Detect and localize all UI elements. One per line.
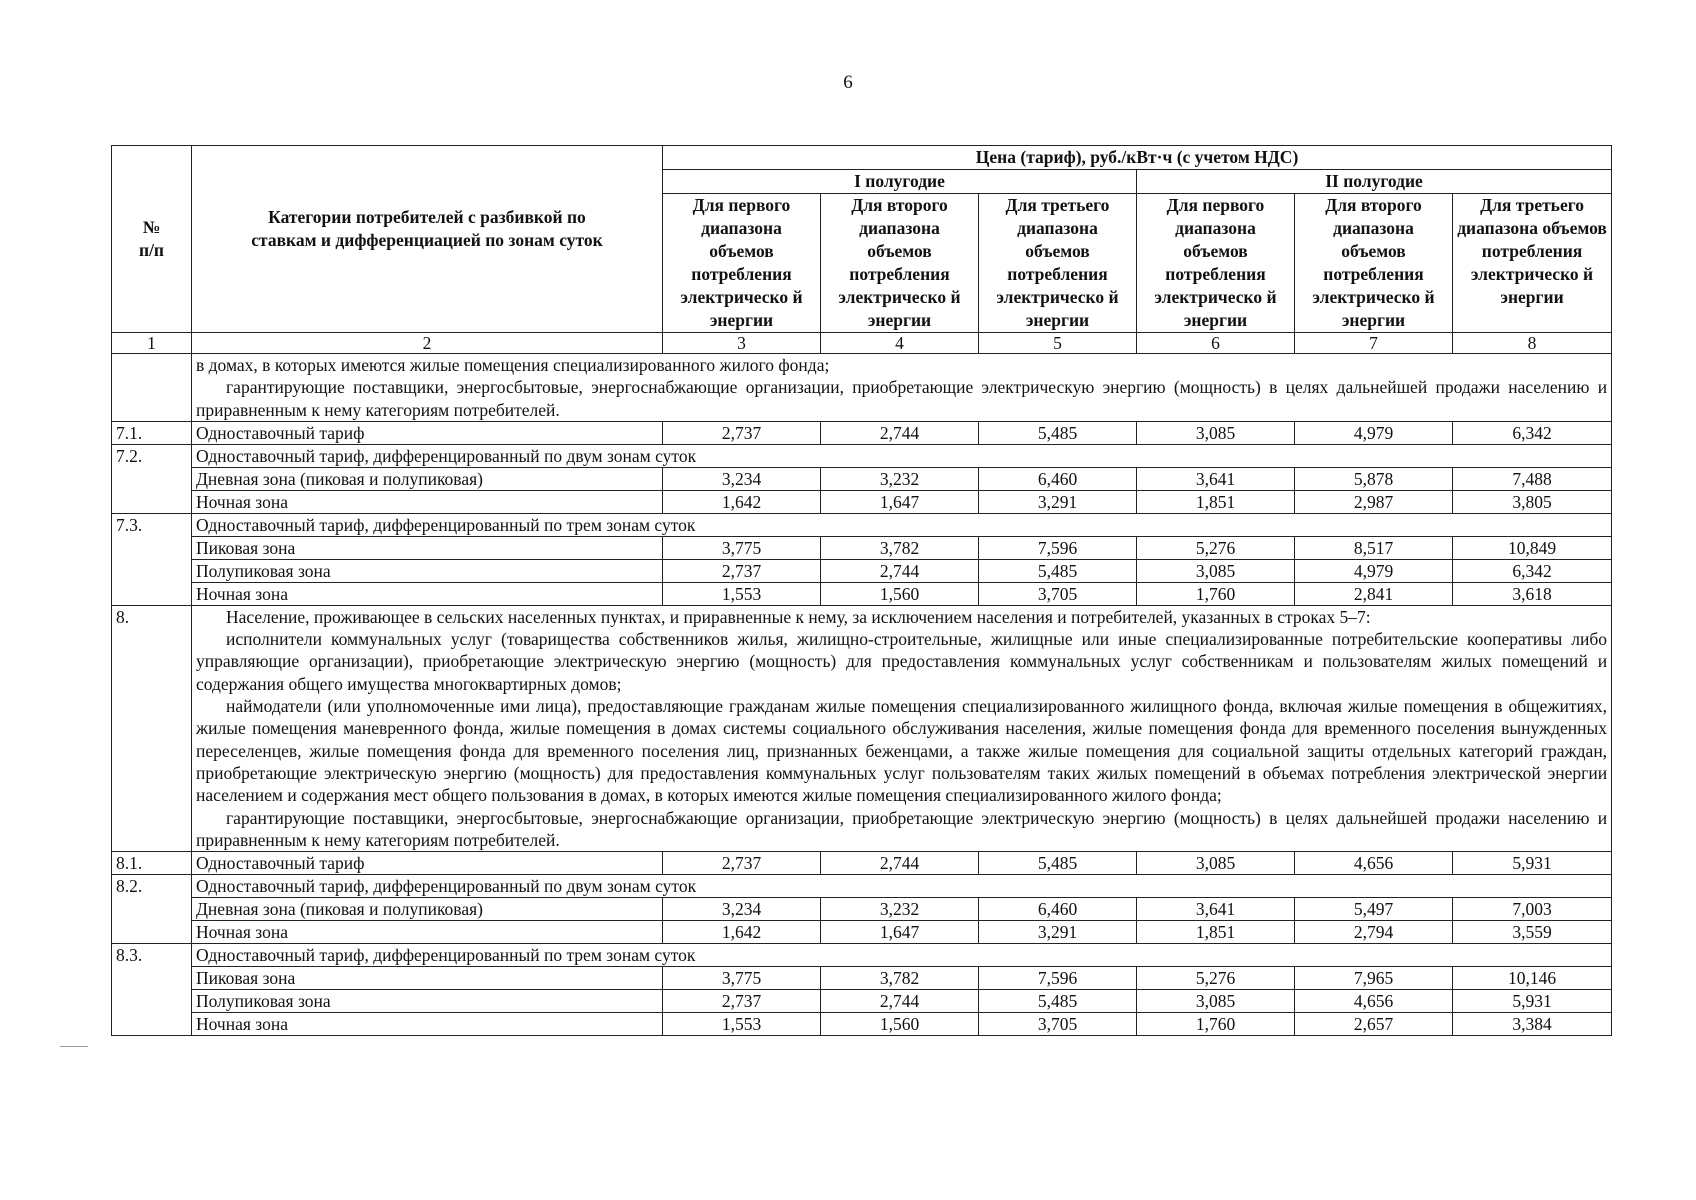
value-cell: 3,705 <box>979 1013 1137 1036</box>
value-cell: 5,931 <box>1453 852 1612 875</box>
header-range-col6: Для первого диапазона объемов потребления электрическо й энергии <box>1137 194 1295 333</box>
row-label: Дневная зона (пиковая и полупиковая) <box>192 467 663 490</box>
paragraph: наймодатели (или уполномоченные ими лица), предоставляющие гражданам жилые помещения специализированного жилищного фонда, включая жилые помещения в общежитиях, жилые помещения маневренного фонда, жилые помещения в домах системы социального обслуживания населения, жилые помещения фонда для временного поселения вынужденных переселенцев, жилые помещения фонда для временного поселения лиц, признанных беженцами, а также жилые помещения для социальной защиты отдельных категорий граждан, приобретающие электрическую энергию (мощность) для предоставления коммунальных услуг пользователям таких жилых помещений в объемах потребления электрической энергии населением и содержания мест общего пользования в домах, в которых имеются жилые помещения специализированного жилого фонда; <box>196 696 1608 806</box>
table-row <box>112 444 1612 467</box>
row-label: Ночная зона <box>192 921 663 944</box>
header-half-1: I полугодие <box>663 170 1137 194</box>
value-cell: 2,794 <box>1295 921 1453 944</box>
empty-cell <box>112 354 192 422</box>
header-range-col7: Для второго диапазона объемов потребления электрическо й энергии <box>1295 194 1453 333</box>
header-range-col3: Для первого диапазона объемов потребления электрическо й энергии <box>663 194 821 333</box>
value-cell: 3,805 <box>1453 490 1612 513</box>
header-no-line2: п/п <box>138 240 165 260</box>
row-label: Пиковая зона <box>192 536 663 559</box>
value-cell: 1,553 <box>663 1013 821 1036</box>
paragraph: гарантирующие поставщики, энергосбытовые, энергоснабжающие организации, приобретающие электрическую энергию (мощность) в целях дальнейшей продажи населению и приравненным к нему категориям потребителей. <box>196 377 1608 420</box>
value-cell: 3,782 <box>821 967 979 990</box>
value-cell: 1,553 <box>663 582 821 605</box>
value-cell: 5,497 <box>1295 898 1453 921</box>
value-cell: 2,987 <box>1295 490 1453 513</box>
value-cell: 3,291 <box>979 490 1137 513</box>
value-cell: 3,085 <box>1137 559 1295 582</box>
value-cell: 3,559 <box>1453 921 1612 944</box>
column-number: 6 <box>1137 333 1295 354</box>
value-cell: 3,705 <box>979 582 1137 605</box>
value-cell: 3,384 <box>1453 1013 1612 1036</box>
value-cell: 6,342 <box>1453 559 1612 582</box>
table-row <box>112 967 1612 990</box>
value-cell: 5,485 <box>979 990 1137 1013</box>
value-cell: 1,760 <box>1137 1013 1295 1036</box>
value-cell: 2,737 <box>663 990 821 1013</box>
value-cell: 7,003 <box>1453 898 1612 921</box>
value-cell: 3,234 <box>663 467 821 490</box>
table-row <box>112 944 1612 967</box>
column-number: 4 <box>821 333 979 354</box>
header-no-line1: № <box>142 217 161 237</box>
header-no-cell <box>112 146 192 333</box>
paragraph: гарантирующие поставщики, энергосбытовые, энергоснабжающие организации, приобретающие электрическую энергию (мощность) в целях дальнейшей продажи населению и приравненным к нему категориям потребителей. <box>196 807 1608 850</box>
value-cell: 5,931 <box>1453 990 1612 1013</box>
table-row <box>112 990 1612 1013</box>
table-row <box>112 536 1612 559</box>
value-cell: 2,744 <box>821 421 979 444</box>
row-label: Одноставочный тариф, дифференцированный по двум зонам суток <box>192 444 1612 467</box>
value-cell: 7,488 <box>1453 467 1612 490</box>
value-cell: 3,085 <box>1137 990 1295 1013</box>
value-cell: 5,485 <box>979 421 1137 444</box>
table-row <box>112 921 1612 944</box>
row-number: 8.1. <box>112 852 192 875</box>
value-cell: 3,234 <box>663 898 821 921</box>
table-row <box>112 852 1612 875</box>
row-label: Одноставочный тариф <box>192 421 663 444</box>
row-label: Ночная зона <box>192 1013 663 1036</box>
row-number: 8.2. <box>112 875 192 944</box>
row-number: 8.3. <box>112 944 192 1036</box>
table-row <box>112 1013 1612 1036</box>
row-number: 7.1. <box>112 421 192 444</box>
row-number: 7.3. <box>112 513 192 605</box>
value-cell: 5,485 <box>979 852 1137 875</box>
column-number: 2 <box>192 333 663 354</box>
row-label: Полупиковая зона <box>192 990 663 1013</box>
table-row <box>112 875 1612 898</box>
column-number: 7 <box>1295 333 1453 354</box>
header-range-col4: Для второго диапазона объемов потребления электрическо й энергии <box>821 194 979 333</box>
continuation-text <box>192 354 1612 422</box>
value-cell: 1,647 <box>821 921 979 944</box>
row-label: Одноставочный тариф <box>192 852 663 875</box>
table-row <box>112 490 1612 513</box>
row-label: Ночная зона <box>192 582 663 605</box>
value-cell: 2,737 <box>663 421 821 444</box>
table-row <box>112 898 1612 921</box>
value-cell: 7,965 <box>1295 967 1453 990</box>
column-number: 8 <box>1453 333 1612 354</box>
value-cell: 3,641 <box>1137 898 1295 921</box>
value-cell: 3,618 <box>1453 582 1612 605</box>
value-cell: 3,641 <box>1137 467 1295 490</box>
value-cell: 5,485 <box>979 559 1137 582</box>
page-number: 6 <box>843 72 853 93</box>
row-label: Ночная зона <box>192 490 663 513</box>
table-row <box>112 467 1612 490</box>
value-cell: 3,085 <box>1137 421 1295 444</box>
paragraph: Население, проживающее в сельских населенных пунктах, и приравненные к нему, за исключением населения и потребителей, указанных в строках 5–7: <box>226 606 1371 627</box>
table-row <box>112 582 1612 605</box>
value-cell: 1,642 <box>663 490 821 513</box>
value-cell: 10,849 <box>1453 536 1612 559</box>
value-cell: 2,744 <box>821 852 979 875</box>
value-cell: 4,656 <box>1295 852 1453 875</box>
value-cell: 5,878 <box>1295 467 1453 490</box>
row-label: Дневная зона (пиковая и полупиковая) <box>192 898 663 921</box>
row-label: Пиковая зона <box>192 967 663 990</box>
section-8-text <box>192 605 1612 851</box>
value-cell: 1,760 <box>1137 582 1295 605</box>
value-cell: 6,460 <box>979 898 1137 921</box>
table-row <box>112 513 1612 536</box>
scan-artifact-line <box>60 1046 88 1047</box>
header-row-price <box>112 146 1612 170</box>
row-label: Одноставочный тариф, дифференцированный по двум зонам суток <box>192 875 1612 898</box>
value-cell: 1,851 <box>1137 921 1295 944</box>
header-range-col5: Для третьего диапазона объемов потребления электрическо й энергии <box>979 194 1137 333</box>
value-cell: 7,596 <box>979 536 1137 559</box>
value-cell: 3,232 <box>821 467 979 490</box>
paragraph: в домах, в которых имеются жилые помещения специализированного жилого фонда; <box>196 355 830 375</box>
value-cell: 7,596 <box>979 967 1137 990</box>
value-cell: 5,276 <box>1137 967 1295 990</box>
value-cell: 8,517 <box>1295 536 1453 559</box>
table-row <box>112 559 1612 582</box>
value-cell: 3,782 <box>821 536 979 559</box>
header-range-col8: Для третьего диапазона объемов потребления электрическо й энергии <box>1453 194 1612 333</box>
value-cell: 1,851 <box>1137 490 1295 513</box>
value-cell: 1,642 <box>663 921 821 944</box>
value-cell: 10,146 <box>1453 967 1612 990</box>
row-number: 8. <box>112 605 192 851</box>
value-cell: 1,647 <box>821 490 979 513</box>
value-cell: 6,342 <box>1453 421 1612 444</box>
section-8-row <box>112 605 1612 851</box>
value-cell: 1,560 <box>821 582 979 605</box>
value-cell: 3,775 <box>663 967 821 990</box>
value-cell: 2,744 <box>821 559 979 582</box>
value-cell: 3,232 <box>821 898 979 921</box>
row-number: 7.2. <box>112 444 192 513</box>
value-cell: 2,657 <box>1295 1013 1453 1036</box>
value-cell: 3,775 <box>663 536 821 559</box>
value-cell: 2,737 <box>663 852 821 875</box>
value-cell: 2,737 <box>663 559 821 582</box>
value-cell: 3,291 <box>979 921 1137 944</box>
value-cell: 4,656 <box>1295 990 1453 1013</box>
value-cell: 6,460 <box>979 467 1137 490</box>
value-cell: 3,085 <box>1137 852 1295 875</box>
row-label: Одноставочный тариф, дифференцированный по трем зонам суток <box>192 944 1612 967</box>
paragraph: исполнители коммунальных услуг (товарищества собственников жилья, жилищно-строительные, жилищные или иные специализированные потребительские кооперативы либо управляющие организации), приобретающие электрическую энергию (мощность) для предоставления коммунальных услуг собственникам и пользователям жилых помещений и содержания общего имущества многоквартирных домов; <box>196 629 1608 694</box>
header-price: Цена (тариф), руб./кВт·ч (с учетом НДС) <box>663 146 1612 170</box>
value-cell: 2,744 <box>821 990 979 1013</box>
value-cell: 2,841 <box>1295 582 1453 605</box>
row-label: Полупиковая зона <box>192 559 663 582</box>
column-number: 5 <box>979 333 1137 354</box>
continuation-row <box>112 354 1612 422</box>
value-cell: 5,276 <box>1137 536 1295 559</box>
tariff-table <box>111 145 1612 1036</box>
column-number-row <box>112 333 1612 354</box>
row-label: Одноставочный тариф, дифференцированный по трем зонам суток <box>192 513 1612 536</box>
header-category: Категории потребителей с разбивкой по ставкам и дифференциацией по зонам суток <box>192 146 663 333</box>
table-row <box>112 421 1612 444</box>
column-number: 1 <box>112 333 192 354</box>
value-cell: 4,979 <box>1295 559 1453 582</box>
column-number: 3 <box>663 333 821 354</box>
value-cell: 4,979 <box>1295 421 1453 444</box>
value-cell: 1,560 <box>821 1013 979 1036</box>
header-half-2: II полугодие <box>1137 170 1612 194</box>
